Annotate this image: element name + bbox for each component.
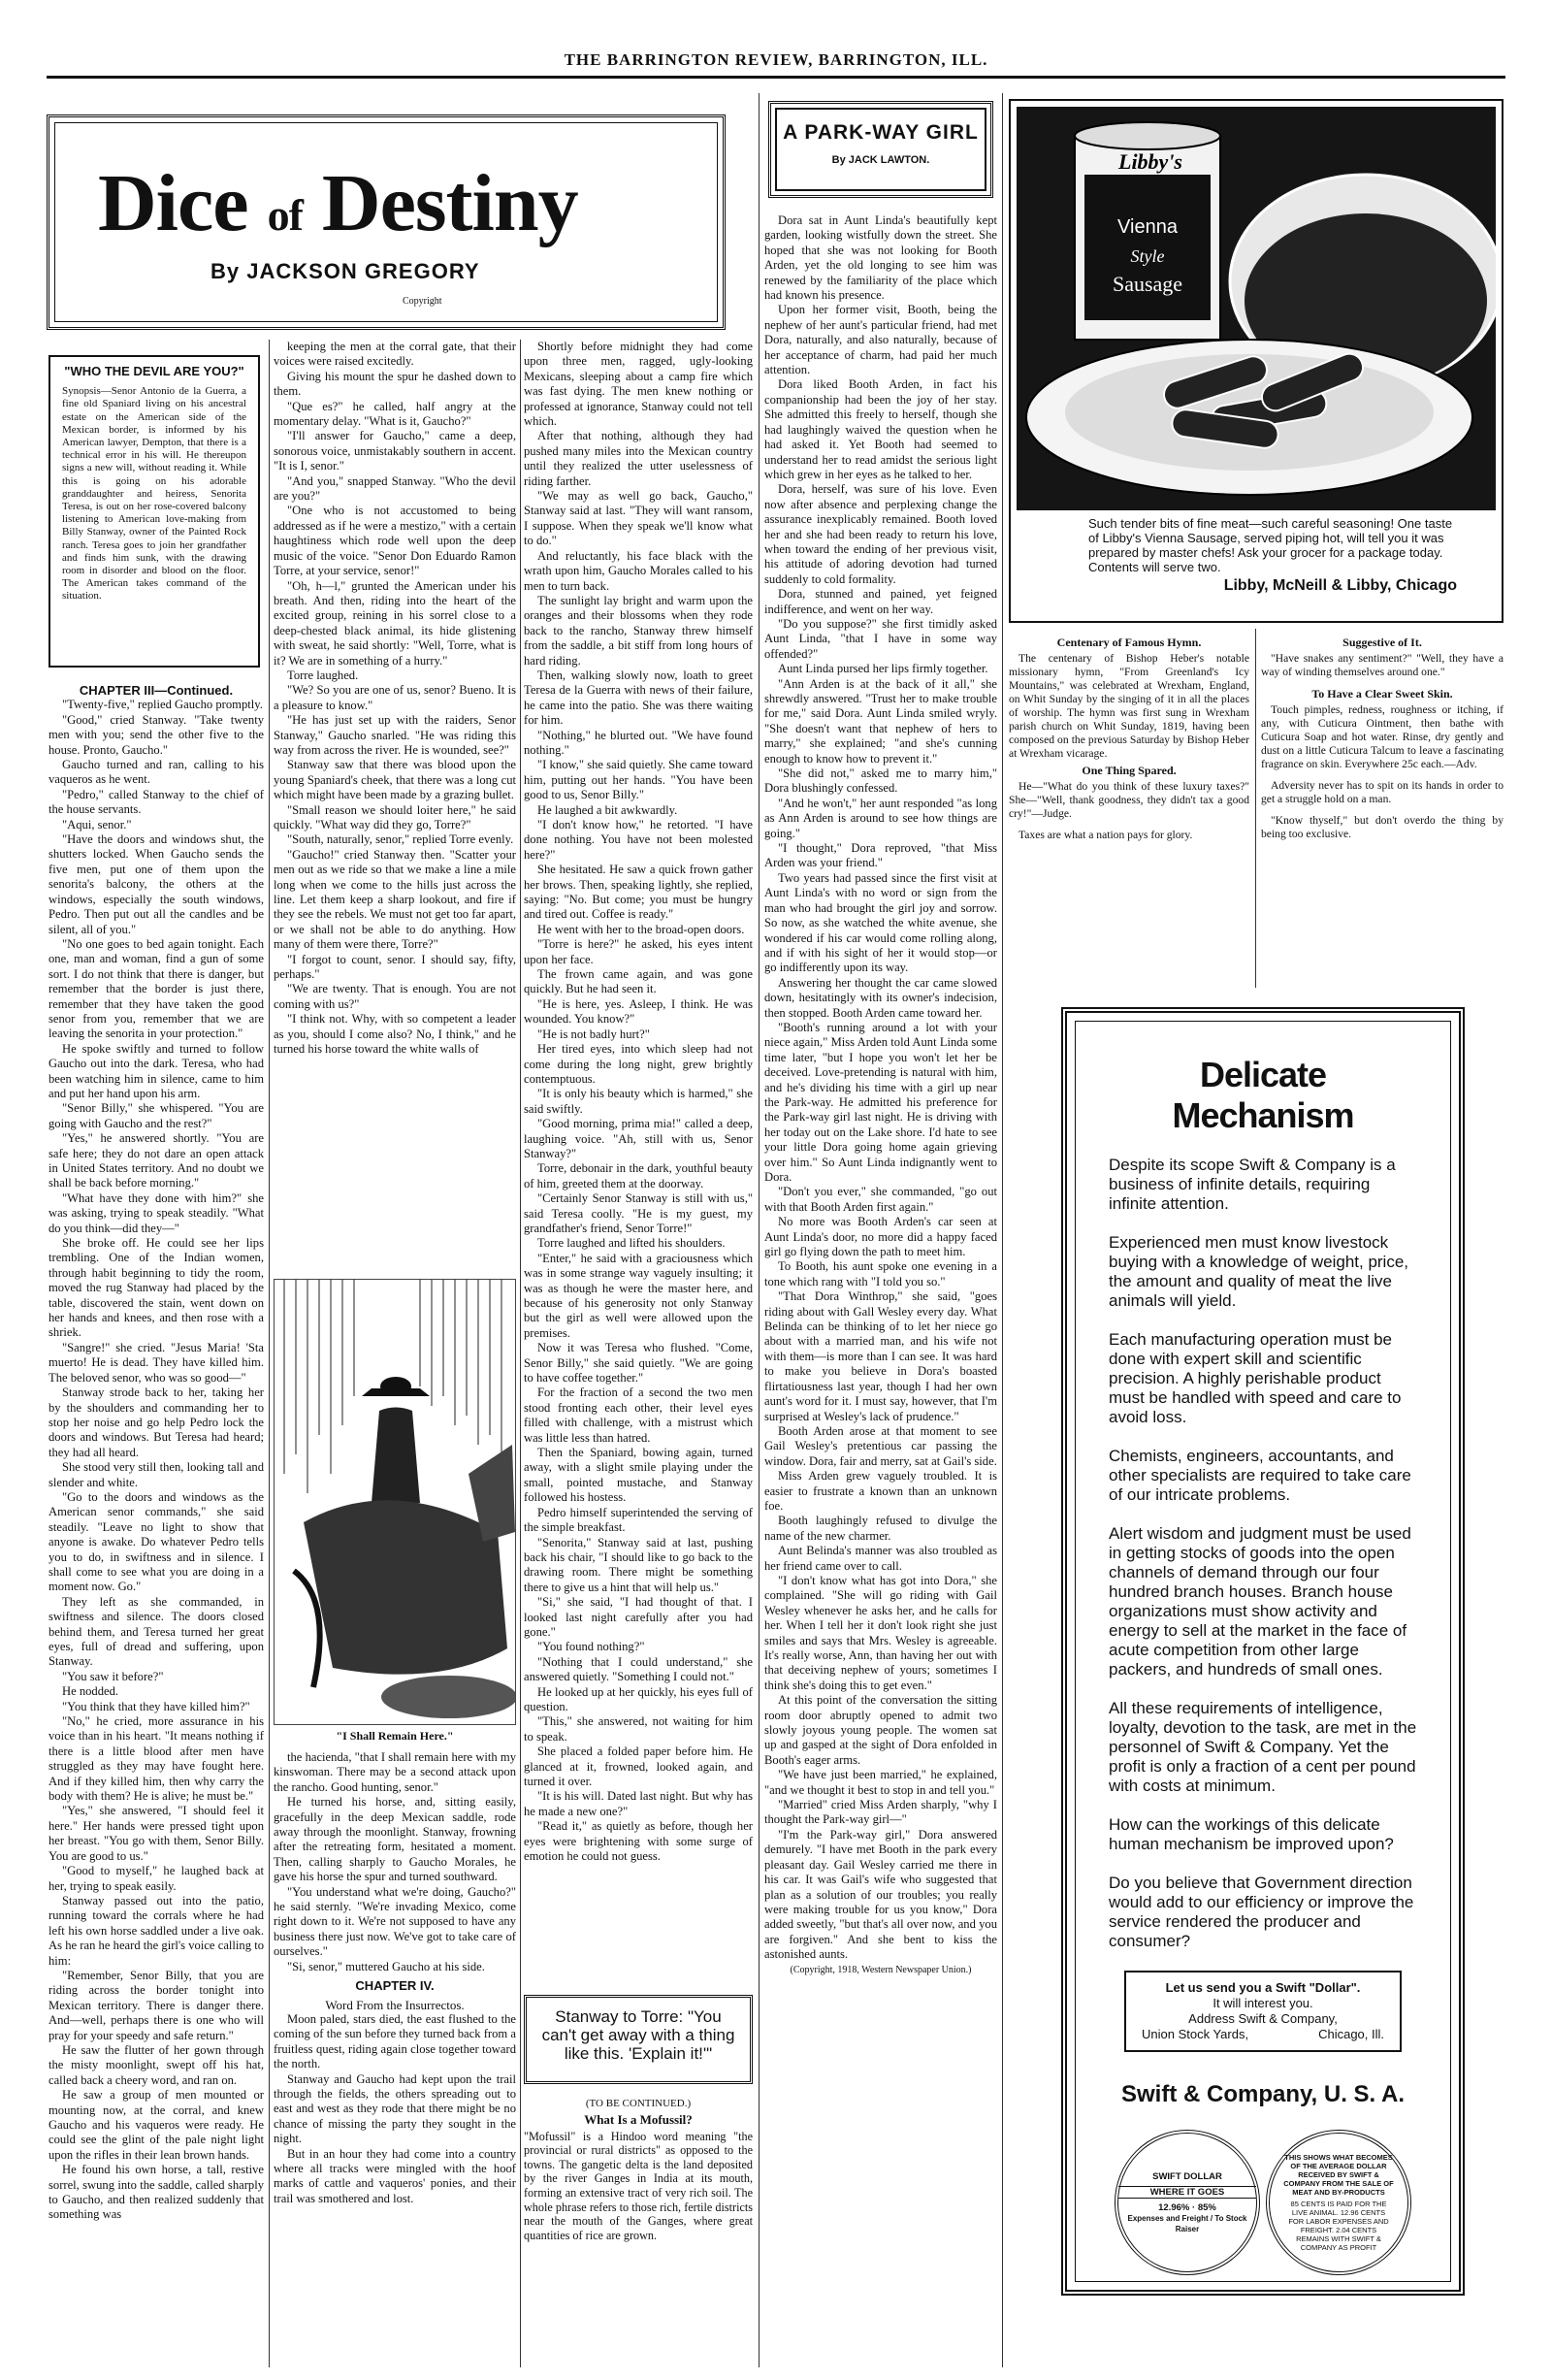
story-col1-paragraph: He spoke swiftly and turned to follow Gaucho out into the dark. Teresa, who had been watching him in silence, came to him and put her hand upon his arm. <box>48 1041 264 1100</box>
story-col3-paragraph: "Si," she said, "I had thought of that. I looked last night carefully after you had gone." <box>524 1595 753 1639</box>
story-col1-paragraph: "You think that they have killed him?" <box>62 1699 250 1713</box>
libby-can-label-sausage: Sausage <box>1112 272 1183 296</box>
story-col2-paragraph: Stanway saw that there was blood upon the young Spaniard's cheek, that there was a long cut which might have been made by a grazing bullet. <box>274 758 516 802</box>
swift-profit-seal: THIS SHOWS WHAT BECOMES OF THE AVERAGE DOLLAR RECEIVED BY SWIFT & COMPANY FROM THE SALE OF MEAT AND BY-PRODUCTS 85 CENTS IS PAID FOR THE LIVE ANIMAL. 12.96 CENTS FOR LABOR EXPENSES AND FREIGHT. 2.04 CENTS REMAINS WITH SWIFT & COMPANY AS PROFIT <box>1266 2130 1411 2275</box>
story-col3-paragraph: She hesitated. He saw a quick frown gather her brows. Then, speaking lightly, she replied, saying: "No. But come; you must be hungry and tired out. Coffee is ready." <box>524 863 753 922</box>
mofussil-item <box>524 2113 753 2242</box>
parkway-story-column <box>764 213 997 2363</box>
serial-copyright: Copyright <box>403 296 442 307</box>
story-col3-paragraph: The frown came again, and was gone quickly. But he had seen it. <box>524 967 753 996</box>
story-col1-paragraph: "Remember, Senor Billy, that you are riding across the border tonight into Mexican territory. There is danger there. And—well, perhaps there is one who will pray for your speedy and safe return." <box>48 1968 264 2042</box>
top-rule <box>47 76 1505 79</box>
story-col1-paragraph: "No one goes to bed again tonight. Each one, man and woman, find a gun of some sort. I do not think that there is danger, but remember that the border is just there, remember that they have taken the good senor from you, remember that we are leaving the senorita in your protection." <box>48 936 264 1041</box>
story-col1-paragraph: "Aqui, senor." <box>62 817 132 831</box>
story-col3-paragraph: "He is not badly hurt?" <box>537 1027 650 1041</box>
parkway-paragraph: Dora liked Booth Arden, in fact his companionship had been the joy of her stay. She admitted this freely to herself, though she had laughingly waived the question when he had asked it. Yet Booth had seemed to understand her to read amidst the serious light which grew in her eyes as he talked to her. <box>764 377 997 481</box>
parkway-paragraph: "Married" cried Miss Arden sharply, "why I thought the Park-way girl—" <box>764 1798 997 1827</box>
skin-text: Touch pimples, redness, roughness or itching, if any, with Cuticura Ointment, then bathe with Cuticura Soap and hot water. Rinse, dry gently and dust on a little Cuticura Talcum to leave a fascinating fragrance on skin. Everywhere 25c each.—Adv. <box>1261 703 1504 770</box>
parkway-paragraph: "I thought," Dora reproved, "that Miss Arden was your friend." <box>764 841 997 870</box>
story-col1-paragraph: Stanway strode back to her, taking her by the shoulders and commanding her to stop her noise and go help Pedro lock the doors and windows. But Teresa had heard; they had all heard. <box>48 1386 264 1459</box>
story-col3-paragraph: "It is his will. Dated last night. But why has he made a new one?" <box>524 1789 753 1818</box>
story-col1-paragraph: "You saw it before?" <box>62 1669 164 1683</box>
hymn-column <box>1009 633 1249 992</box>
story-col1-paragraph: "Yes," he answered shortly. "You are safe here; they do not dare an open attack in United States territory. And no doubt we shall be back before morning." <box>48 1131 264 1190</box>
story-col3-paragraph: "It is only his beauty which is harmed," she said swiftly. <box>524 1087 753 1116</box>
parkway-paragraph: "Do you suppose?" she first timidly asked Aunt Linda, "that I have in some way offended?" <box>764 616 997 661</box>
parkway-paragraph: "She did not," asked me to marry him," Dora blushingly confessed. <box>764 766 997 796</box>
parkway-paragraph: Aunt Belinda's manner was also troubled as her friend came over to call. <box>764 1544 997 1573</box>
story-col3-paragraph: Torre laughed and lifted his shoulders. <box>537 1236 726 1251</box>
parkway-paragraph: Dora, stunned and pained, yet feigned indifference, and went on her way. <box>764 587 997 616</box>
taxes-text: Taxes are what a nation pays for glory. <box>1018 829 1193 841</box>
hymn-heading: Centenary of Famous Hymn. <box>1056 636 1202 649</box>
story-col2-paragraph: "Oh, h—l," grunted the American under his breath. And then, riding into the heart of the excited group, reining in his sorrel close to a deep-chested black animal, its hide glistening with sweat, he said shortly: "Well, Torre, what is it? We are in something of a hurry." <box>274 578 516 668</box>
swift-para-2: Experienced men must know livestock buying with a knowledge of weight, price, the amount and quality of meat the live animals will yield. <box>1109 1233 1409 1310</box>
parkway-paragraph: "We have just been married," he explained, "and we thought it best to stop in and tell you." <box>764 1768 997 1797</box>
story-col1-paragraph: He found his own horse, a tall, restive sorrel, swung into the saddle, called sharply to Gaucho, and then realized suddenly that something was <box>48 2163 264 2222</box>
parkway-paragraph: Miss Arden grew vaguely troubled. It is easier to frustrate a known than an unknown foe. <box>764 1469 997 1513</box>
swift-para-3: Each manufacturing operation must be done with expert skill and scientific precision. A highly perishable product must be handled with speed and care to avoid loss. <box>1109 1330 1402 1426</box>
story-col3-paragraph: "We may as well go back, Gaucho," Stanway said at last. "They will want ransom, I suppose. When they speak we'll know what to do." <box>524 489 753 548</box>
story-col1-paragraph: "Senor Billy," she whispered. "You are going with Gaucho and the rest?" <box>48 1101 264 1130</box>
story-col3-paragraph: "I don't know how," he retorted. "I have done nothing. You have not been molested here?" <box>524 818 753 862</box>
story-col2-paragraph: "Gaucho!" cried Stanway then. "Scatter your men out as we ride so that we make a line a mile long when we come to the hills just across the line. Let them keep a sharp lookout, and fire if they see the rebels. We must not get too far apart, or we shall not be able to do anything. How many of them were there, Torre?" <box>274 847 516 952</box>
parkway-copyright: (Copyright, 1918, Western Newspaper Union.) <box>790 1964 972 1975</box>
parkway-title-box <box>768 101 993 198</box>
story-col3-paragraph: Shortly before midnight they had come upon three men, ragged, ugly-looking Mexicans, sleeping about a camp fire which was fast dying. The men knew nothing or professed at ignorance, Stanway could not tell which. <box>524 340 753 429</box>
sparing-heading: One Thing Spared. <box>1082 764 1177 777</box>
story-col3-paragraph: "He is here, yes. Asleep, I think. He was wounded. You know?" <box>524 996 753 1027</box>
story-col3-paragraph: "You found nothing?" <box>537 1640 645 1654</box>
story-col1-paragraph: They left as she commanded, in swiftness and silence. The doors closed behind them, and Teresa turned her great eyes, full of dread and suffering, upon Stanway. <box>48 1594 264 1669</box>
story-column-2-lower <box>274 1750 516 2367</box>
parkway-paragraph: To Booth, his aunt spoke one evening in a tone which rang with "I told you so." <box>764 1259 997 1288</box>
story-col3-paragraph: She placed a folded paper before him. He glanced at it, frowned, looked again, and turned it over. <box>524 1744 753 1788</box>
story-column-3 <box>524 340 753 1989</box>
story-col1-paragraph: "Pedro," called Stanway to the chief of the house servants. <box>48 787 264 817</box>
story-col2-paragraph: "I think not. Why, with so competent a leader as you, should I come also? No, I think," and he turned his horse toward the white walls of <box>274 1012 516 1057</box>
story-col2-paragraph: "I forgot to count, senor. I should say, fifty, perhaps." <box>274 952 516 982</box>
mofussil-text: "Mofussil" is a Hindoo word meaning "the provincial or rural districts" as opposed to the towns. The gangetic delta is the land deposited by the river Ganges in India at its mouth, forming an extensive tract of very rich soil. The whole phrase refers to those rich, fertile districts near the mouth of the Ganges, where great quantities of rice are grown. <box>524 2129 753 2242</box>
suggestive-column <box>1261 633 1504 992</box>
story-col3-paragraph: "I know," she said quietly. She came toward him, putting out her hands. "You have been good to us, Senor Billy." <box>524 758 753 802</box>
parkway-title: A PARK-WAY GIRL <box>783 121 979 144</box>
chapter-heading: CHAPTER III—Continued. <box>79 683 234 698</box>
story-column-2 <box>274 340 516 1273</box>
story-col3-paragraph: He looked up at her quickly, his eyes full of question. <box>524 1684 753 1713</box>
know-thyself-text: "Know thyself," but don't overdo the thing by being too exclusive. <box>1261 814 1504 840</box>
parkway-paragraph: Answering her thought the car came slowed down, hesitatingly with its owner's indecision, then stopped. Booth Arden came toward her. <box>764 975 997 1020</box>
story-col2b-paragraph: the hacienda, "that I shall remain here with my kinswoman. There may be a second attack upon the rancho. Good hunting, senor." <box>274 1750 516 1794</box>
story-col1-paragraph: "Twenty-five," replied Gaucho promptly. <box>62 698 263 712</box>
parkway-paragraph: "I'm the Park-way girl," Dora answered demurely. "I have met Booth in the park every pleasant day. Gail Wesley carried me there in his car. It was Gail's wife who suggested that plan as a solution of our troubles; you really were making trouble for us you know," Dora added sweetly, "but that's all over now, and you are forgiven." And she bent to kiss the astonished aunts. <box>764 1827 997 1962</box>
story-col2-paragraph: "One who is not accustomed to being addressed as if he were a mestizo," with a certain haughtiness which rode well upon the deep music of the voice. "Senor Don Eduardo Ramon Torre, at your service, senor!" <box>274 504 516 578</box>
parkway-paragraph: Two years had passed since the first visit at Aunt Linda's with no word or sign from the man who had brought the girl joy and sorrow. So now, as she watched the white avenue, she wondered if his car would come rolling along, and if with his sight of her it would stop—or go indifferently upon its way. <box>764 870 997 975</box>
story-col3-paragraph: Then the Spaniard, bowing again, turned away, with a slight smile playing under the small, pointed mustache, and Stanway followed his hostess. <box>524 1446 753 1505</box>
story-col1-paragraph: "Go to the doors and windows as the American senor commands," she said steadily. "Leave no light to show that anyone is awake. Do whatever Pedro tells you to do, in swiftness and in silence. I shall come to see what you are doing in a moment now. Go." <box>48 1489 264 1594</box>
swift-para-4: Chemists, engineers, accountants, and other specialists are required to take care of our intricate problems. <box>1109 1447 1411 1504</box>
story-col3-paragraph: "Certainly Senor Stanway is still with us," said Teresa coolly. "He is my guest, my grandfather's friend, Senor Torre!" <box>524 1191 753 1235</box>
story-col2-paragraph: Giving his mount the spur he dashed down to them. <box>274 369 516 399</box>
parkway-paragraph: "Don't you ever," she commanded, "go out with that Booth Arden first again." <box>764 1185 997 1214</box>
story-col2-paragraph: "South, naturally, senor," replied Torre evenly. <box>287 832 514 847</box>
story-col1-paragraph: "Good," cried Stanway. "Take twenty men with you; send the other five to the house. Pronto, Gaucho." <box>48 712 264 757</box>
story-col3-paragraph: "Enter," he said with a graciousness which was in some strange way vaguely insulting; it was as though he were the master here, and because of his generosity not only Stanway but the girl as well were allowed upon the premises. <box>524 1251 753 1340</box>
parkway-paragraph: "And he won't," her aunt responded "as long as Ann Arden is around to see how things are going." <box>764 796 997 840</box>
mofussil-heading: What Is a Mofussil? <box>584 2112 693 2127</box>
story-col1-paragraph: "Yes," she answered, "I should feel it here." Her hands were pressed tight upon her breast. "You go with them, Senor Billy. You are good to us." <box>48 1804 264 1863</box>
story-col3-paragraph: After that nothing, although they had pushed many miles into the Mexican country until they realized the utter uselessness of riding farther. <box>524 429 753 488</box>
story-col1-paragraph: Gaucho turned and ran, calling to his vaqueros as he went. <box>48 758 264 787</box>
story-col3-paragraph: Then, walking slowly now, loath to greet Teresa de la Guerra with news of their failure, he came into the patio. She was there waiting for him. <box>524 668 753 728</box>
story-col3-paragraph: "Nothing," he blurted out. "We have found nothing." <box>524 728 753 757</box>
story-col2-paragraph: "We are twenty. That is enough. You are not coming with us?" <box>274 982 516 1011</box>
swift-ad-heading: Delicate Mechanism <box>1172 1055 1354 1135</box>
story-col2c-paragraph: But in an hour they had come into a country where all tracks were mingled with the hoof marks of cattle and vaqueros' ponies, and their trail was smothered and lost. <box>274 2146 516 2205</box>
swift-para-6: All these requirements of intelligence, loyalty, devotion to the task, are met in the personnel of Swift & Company. Yet the profit is only a fraction of a cent per pound with costs at minimum. <box>1109 1699 1417 1795</box>
chapter-4-heading: CHAPTER IV. <box>355 1978 435 1994</box>
story-col1-paragraph: She broke off. He could see her lips trembling. One of the Indian women, through habit beginning to tidy the room, moved the rug Stanway had placed by the table, discovered the stain, went down on her hands and knees, and then rose with a shriek. <box>48 1236 264 1340</box>
story-col2-paragraph: "We? So you are one of us, senor? Bueno. It is a pleasure to know." <box>274 683 516 712</box>
libby-sausage-ad <box>1009 99 1504 623</box>
libby-ad-copy: Such tender bits of fine meat—such careful seasoning! One taste of Libby's Vienna Sausage, served piping hot, will tell you it was prepared by master chefs! Ask your grocer for a package today. Contents will serve two. Libby, McNeill & Libby, Chicago <box>1088 516 1457 594</box>
serial-byline: By JACKSON GREGORY <box>210 259 480 283</box>
story-col2c-paragraph: Stanway and Gaucho had kept upon the trail through the fields, the others spreading out to east and west as they rode that there might be no chance of missing the party they sought in the night. <box>274 2071 516 2146</box>
story-col1-paragraph: He saw the flutter of her gown through the misty moonlight, swept off his hat, called back a cheery word, and ran on. <box>48 2042 264 2087</box>
pull-quote-box: Stanway to Torre: "You can't get away with a thing like this. 'Explain it!'" <box>524 1995 753 2084</box>
story-col2b-paragraph: "Si, senor," muttered Gaucho at his side. <box>287 1959 485 1973</box>
story-col3-paragraph: "This," she answered, not waiting for him to speak. <box>524 1714 753 1744</box>
story-col1-paragraph: Stanway passed out into the patio, running toward the corrals where he had left his own horse saddled under a live oak. As he ran he heard the girl's voice calling to him: <box>48 1893 264 1968</box>
parkway-paragraph: Booth Arden arose at that moment to see Gail Wesley's pretentious car passing the window. Dora, fair and merry, sat at Gail's side. <box>764 1423 997 1468</box>
story-col2b-paragraph: "You understand what we're doing, Gaucho?" he said sternly. "We're invading Mexico, come right down to it. We're not supposed to have any business there just now. We've got to take care of ourselves." <box>274 1884 516 1959</box>
libby-can-label-vienna: Vienna <box>1117 216 1178 238</box>
parkway-paragraph: "Ann Arden is at the back of it all," she shrewdly answered. "Trust her to make trouble for me," said Dora. Aunt Linda smiled wryly. "She doesn't want that nephew of hers to marry," she explained; "and she's cunning enough to know how to prevent it." <box>764 676 997 766</box>
story-col2-paragraph: keeping the men at the corral gate, that their voices were raised excitedly. <box>274 340 516 369</box>
story-col3-paragraph: "Senorita," Stanway said at last, pushing back his chair, "I should like to go back to the drawing room. There might be something there to give us a hint that will help us." <box>524 1535 753 1594</box>
swift-company-ad <box>1061 1007 1465 2296</box>
parkway-paragraph: Upon her former visit, Booth, being the nephew of her aunt's particular friend, had met Dora, naturally, and also naturally, because of her acceptance of charm, had paid her much attention. <box>764 303 997 377</box>
parkway-paragraph: At this point of the conversation the sitting room door abruptly opened to admit two slowly joyous young people. The women sat up and gasped at the sight of Dora enfolded in Booth's eager arms. <box>764 1693 997 1767</box>
story-col3-paragraph: The sunlight lay bright and warm upon the oranges and their blossoms when they rode back to the rancho, Stanway threw himself from the saddle, a bit stiff from long hours of hard riding. <box>524 593 753 668</box>
story-col2-paragraph: Torre laughed. <box>287 668 359 682</box>
story-col1-paragraph: "What have they done with him?" she was asking, trying to speak steadily. "What do you think—did they—" <box>48 1190 264 1235</box>
story-col3-paragraph: Now it was Teresa who flushed. "Come, Senor Billy," she said quietly. "We are going to have coffee together." <box>524 1341 753 1386</box>
adversity-text: Adversity never has to spit on its hands in order to get a struggle hold on a man. <box>1261 779 1504 805</box>
story-col3-paragraph: He laughed a bit awkwardly. <box>537 802 678 817</box>
story-col2-paragraph: "Small reason we should loiter here," he said quickly. "What way did they go, Torre?" <box>274 802 516 831</box>
story-col3-paragraph: He went with her to the broad-open doors. <box>537 922 745 936</box>
story-col1-paragraph: "Have the doors and windows shut, the shutters locked. When Gaucho sends the five men, put one of them upon the senorita's balcony, the others at the windows, especially the south windows, Pedro. Then put out all the candles and be silent, all of you." <box>48 832 264 936</box>
story-col1-paragraph: "Sangre!" she cried. "Jesus Maria! 'Sta muerto! He is dead. They have killed him. The beloved senor, who was so good—" <box>48 1340 264 1385</box>
parkway-byline: By JACK LAWTON. <box>831 154 930 166</box>
parkway-paragraph: Booth laughingly refused to divulge the name of the new charmer. <box>764 1514 997 1543</box>
illustration-horseman <box>274 1279 516 1725</box>
swift-para-7: How can the workings of this delicate human mechanism be improved upon? <box>1109 1815 1394 1853</box>
swift-para-5: Alert wisdom and judgment must be used in getting stocks of goods into the open channels of demand through our four hundred branch houses. Branch house organizations must show activity and energy to sell at the market in the face of acute competition from other large packers, and hundreds of small ones. <box>1109 1524 1411 1679</box>
story-col2c-paragraph: Moon paled, stars died, the east flushed to the coming of the sun before they turned back from a fruitless quest, riding again close together toward the north. <box>274 2011 516 2071</box>
libby-ad-brand: Libby, McNeill & Libby, Chicago <box>1223 577 1457 594</box>
story-col3-paragraph: Her tired eyes, into which sleep had not come during the long night, grew brightly contemptuous. <box>524 1042 753 1086</box>
story-col3-paragraph: "Good morning, prima mia!" called a deep, laughing voice. "Ah, still with us, Senor Stanway?" <box>524 1117 753 1160</box>
parkway-paragraph: Aunt Linda pursed her lips firmly together. <box>778 662 988 676</box>
parkway-paragraph: Dora, herself, was sure of his love. Even now after absence and perplexing change the assurance inexplicably remained. Booth loved her and she had been ready to return his love, when toward the ending of her previous visit, his attitude of adoring devotion had turned suddenly to cold formality. <box>764 482 997 586</box>
parkway-paragraph: No more was Booth Arden's car seen at Aunt Linda's door, no more did a happy faced girl go flying down the path to meet him. <box>764 1215 997 1259</box>
story-col3-paragraph: For the fraction of a second the two men stood fronting each other, their level eyes filled with challenge, with a mistrust which was little less than hatred. <box>524 1386 753 1445</box>
story-col3-paragraph: "Nothing that I could understand," she answered quietly. "Something I could not." <box>524 1654 753 1684</box>
swift-para-1: Despite its scope Swift & Company is a business of infinite details, requiring infinite attention. <box>1109 1156 1396 1213</box>
sparing-text: He—"What do you think of these luxury taxes?" She—"Well, thank goodness, they didn't tax a good cry!"—Judge. <box>1009 780 1249 820</box>
story-col3-paragraph: "Torre is here?" he asked, his eyes intent upon her face. <box>524 937 753 966</box>
parkway-paragraph: "Booth's running around a lot with your niece again," Miss Arden told Aunt Linda some time later, "but I hope you won't let her be deceived. Love-pretending is natural with him, and he's dividing his time with a girl up near the Park-way. He admitted his preference for the Park-way girl last night. He is driving with her today out on the Lake shore. I'd hate to see your little Dora going home again grieving over him." So Aunt Linda indignantly went to Dora. <box>764 1020 997 1184</box>
synopsis-text: Synopsis—Senor Antonio de la Guerra, a fine old Spaniard living on his ancestral estate on the American side of the Mexican border, is informed by his American lawyer, Dempton, that there is a technical error in his will. He thereupon signs a new will, without reading it. While this is going on his adorable granddaughter and heiress, Senorita Teresa, is out on her rose-covered balcony listening to American love-making from Billy Stanway, owner of the Painted Rock ranch. Teresa goes to join her grandfather and finds him sunk, with the drawing room in disorder and blood on the floor. The American takes command of the situation. <box>62 385 246 603</box>
illustration-caption: "I Shall Remain Here." <box>336 1729 454 1743</box>
libby-can-brand: Libby's <box>1118 149 1182 174</box>
libby-ad-illustration <box>1017 107 1496 510</box>
story-col1-paragraph: He nodded. <box>62 1684 119 1699</box>
horseman-illustration-art <box>275 1280 516 1725</box>
serial-title-box <box>47 114 726 330</box>
suggestive-heading: Suggestive of It. <box>1342 636 1422 649</box>
story-col1-paragraph: "No," he cried, more assurance in his voice than in his heart. "It means nothing if there is a little blood after men have struggled as they may have fought here. And if they killed him, then why carry the body with them? He is alive; he must be." <box>48 1714 264 1804</box>
swift-signature: Swift & Company, U. S. A. <box>1120 2081 1406 2107</box>
synopsis-box <box>48 355 260 668</box>
serial-title: Dice of Destiny <box>98 158 578 248</box>
to-be-continued: (TO BE CONTINUED.) <box>585 2098 692 2109</box>
libby-can-label-style: Style <box>1130 246 1165 266</box>
parkway-paragraph: "I don't know what has got into Dora," she complained. "She will go riding with Gail Wesley whenever he asks her, and he calls for her. When I tell her it don't look right she just smiles and says that Mrs. Wesley is agreeable. It's really worse, Ann, than having her out with that deceiving nephew of yours; sometimes I think she's doing this to get even." <box>764 1573 997 1692</box>
story-col2-paragraph: "I'll answer for Gaucho," came a deep, sonorous voice, unmistakably southern in accent. "It is I, senor." <box>274 429 516 473</box>
masthead: THE BARRINGTON REVIEW, BARRINGTON, ILL. <box>564 50 988 69</box>
suggestive-text: "Have snakes any sentiment?" "Well, they have a way of winding themselves around one." <box>1261 652 1504 678</box>
hymn-text: The centenary of Bishop Heber's notable missionary hymn, "From Greenland's Icy Mountains," was celebrated at Wrexham, England, on Whit Sunday by the singing of it in all the places of worship. The hymn was first sung in Wrexham parish church on Whit Sunday, 1819, having been composed on the previous Saturday by Bishop Heber at Wrexham vicarage. <box>1009 652 1249 760</box>
skin-heading: To Have a Clear Sweet Skin. <box>1311 687 1453 701</box>
swift-coupon: Let us send you a Swift "Dollar". It will interest you. Address Swift & Company, Union Stock Yards, Chicago, Ill. <box>1124 1971 1402 2052</box>
story-col1-paragraph: He saw a group of men mounted or mounting now, at the corral, and knew Gaucho and his vaqueros were ready. He could see the glint of the pale night light upon the rifles in their lean brown hands. <box>48 2088 264 2162</box>
story-col2b-paragraph: He turned his horse, and, sitting easily, gracefully in the deep Mexican saddle, rode away through the moonlight. Stanway, frowning after the retreating form, hesitated a moment. Then, calling sharply to Gaucho Morales, he gave his horse the spur and turned southward. <box>274 1795 516 1884</box>
story-col2-paragraph: "He has just set up with the raiders, Senor Stanway," Gaucho snarled. "He was riding this way from across the river. He is wounded, see?" <box>274 713 516 757</box>
synopsis-heading: "WHO THE DEVIL ARE YOU?" <box>64 364 244 378</box>
swift-para-8: Do you believe that Government direction would add to our efficiency or improve the service rendered the producer and consumer? <box>1109 1874 1414 1950</box>
story-col2-paragraph: "And you," snapped Stanway. "Who the devil are you?" <box>274 473 516 504</box>
chapter-4-subhead: Word From the Insurrectos. <box>325 1997 465 2012</box>
story-col3-paragraph: Torre, debonair in the dark, youthful beauty of him, greeted them at the doorway. <box>524 1161 753 1190</box>
swift-dollar-seal: SWIFT DOLLAR WHERE IT GOES 12.96% · 85% Expenses and Freight / To Stock Raiser <box>1115 2130 1260 2275</box>
story-col3-paragraph: "Read it," as quietly as before, though her eyes were brightening with some surge of emotion he could not guess. <box>524 1819 753 1864</box>
story-col1-paragraph: "Good to myself," he laughed back at her, trying to speak easily. <box>48 1864 264 1893</box>
story-column-1 <box>48 679 264 2367</box>
story-col2-paragraph: "Que es?" he called, half angry at the momentary delay. "What is it, Gaucho?" <box>274 399 516 429</box>
story-col1-paragraph: She stood very still then, looking tall and slender and white. <box>48 1460 264 1489</box>
parkway-paragraph: Dora sat in Aunt Linda's beautifully kept garden, looking wistfully down the street. She hoped that she was not looking for Booth Arden, yet the old longing to see him was renewed by the familiarity of the place which had known his presence. <box>764 213 997 303</box>
parkway-paragraph: "That Dora Winthrop," she said, "goes riding about with Gall Wesley every day. What Belinda can be thinking of to let her niece go about with a married man, and his wife not with them—is more than I can see. It was hard to make you believe in Dora's boasted flirtatiousness last year, though I had her own aunt's word for it. I must say, however, that I'm surprised at Wesley's lack of prudence." <box>764 1289 997 1423</box>
story-col3-paragraph: Pedro himself superintended the serving of the simple breakfast. <box>524 1505 753 1535</box>
story-col3-paragraph: And reluctantly, his face black with the wrath upon him, Gaucho Morales called to his men to turn back. <box>524 548 753 593</box>
